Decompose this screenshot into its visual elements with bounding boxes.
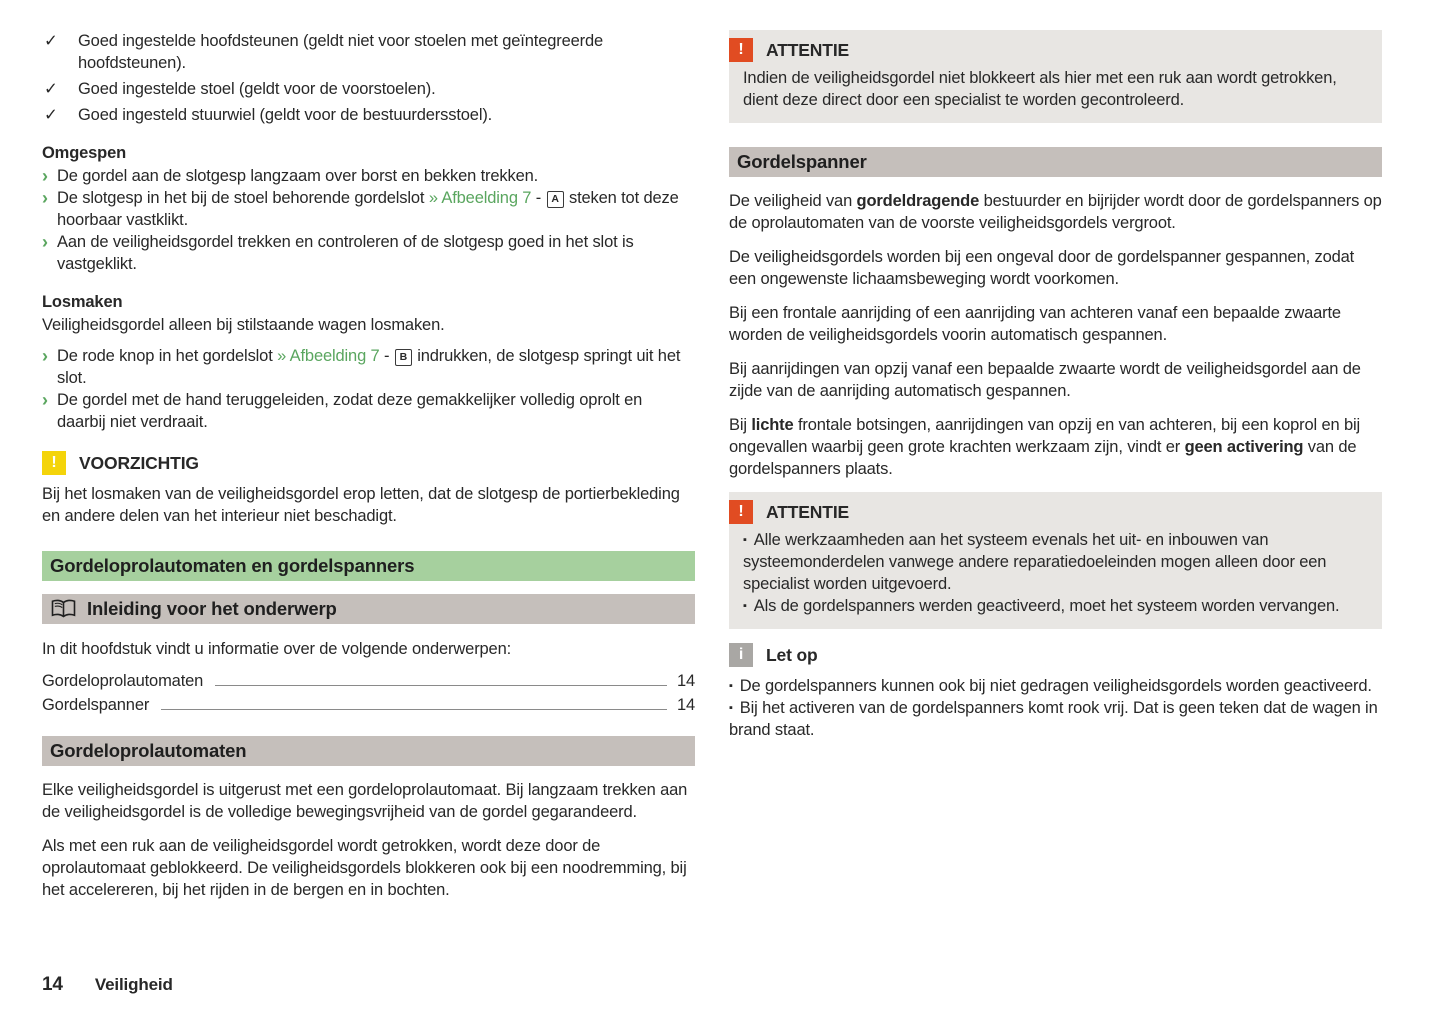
losmaken-intro: Veiligheidsgordel alleen bij stilstaande wagen losmaken.	[42, 316, 445, 334]
cross-reference-link[interactable]: » Afbeelding 7	[428, 189, 532, 207]
letop-items	[729, 675, 1382, 741]
step-arrow-icon: ›	[42, 232, 48, 252]
text-segment: bestuurder en bijrijder wordt door de gordelspanners op de oprolautomaten van de voorste veiligheidsgordels vergroot.	[729, 192, 1382, 232]
bullet-item-text: Bij het activeren van de gordelspanners komt rook vrij. Dat is geen teken dat de wagen in brand staat.	[729, 699, 1378, 739]
gordelspanner-header	[729, 147, 1382, 177]
attention-box	[729, 30, 1382, 123]
toc-leader-line	[215, 685, 667, 686]
instruction-step-text	[57, 345, 695, 389]
instruction-step-text	[57, 165, 695, 187]
checklist-item-text: Goed ingestelde stoel (geldt voor de voorstoelen).	[78, 80, 436, 98]
gordeloprolautomaten-label: Gordeloprolautomaten	[50, 740, 247, 761]
bullet-item	[743, 529, 1368, 595]
toc-entry-page: 14	[676, 672, 695, 690]
text-segment: De rode knop in het gordelslot	[57, 347, 278, 365]
text-segment: geen activering	[1184, 438, 1304, 456]
attention-text: Indien de veiligheidsgordel niet blokkeert als hier met een ruk aan wordt getrokken, dient deze direct door een specialist te worden gecontroleerd.	[743, 69, 1337, 109]
cross-reference-link[interactable]: » Afbeelding 7	[277, 347, 380, 365]
attention-label: ATTENTIE	[766, 502, 850, 522]
boxed-letter-b: B	[395, 349, 412, 366]
book-icon	[50, 599, 77, 619]
text-segment: gordeldragende	[856, 192, 980, 210]
chapter-header	[42, 551, 695, 581]
text-segment: De slotgesp in het bij de stoel behorende gordelslot	[57, 189, 429, 207]
losmaken-steps	[42, 345, 695, 433]
toc-entry-label: Gordeloprolautomaten	[42, 672, 204, 690]
instruction-step	[42, 231, 695, 275]
toc-entry-label: Gordelspanner	[42, 696, 150, 714]
text-segment: steken tot deze hoorbaar vastklikt.	[57, 189, 679, 229]
attention-items	[743, 529, 1368, 617]
boxed-letter-a: A	[547, 191, 564, 208]
step-arrow-icon: ›	[42, 346, 48, 366]
checklist-item	[42, 78, 695, 100]
attention-label: ATTENTIE	[766, 40, 850, 60]
gordeloprolautomaten-header	[42, 736, 695, 766]
attention-header	[738, 38, 1368, 62]
letop-header	[729, 643, 1382, 667]
page-number: 14	[42, 974, 63, 995]
square-bullet-icon: ▪	[729, 702, 733, 714]
toc-intro: In dit hoofdstuk vindt u informatie over de volgende onderwerpen:	[42, 640, 512, 658]
text-segment: Aan de veiligheidsgordel trekken en controleren of de slotgesp goed in het slot is vastgeklikt.	[57, 233, 634, 273]
toc-entry[interactable]	[42, 694, 695, 718]
note-icon: i	[729, 643, 753, 667]
checklist-item	[42, 30, 695, 74]
body-paragraph	[729, 302, 1382, 346]
body-paragraph	[729, 414, 1382, 480]
body-paragraph	[729, 358, 1382, 402]
text-segment: Bij een frontale aanrijding of een aanrijding van achteren vanaf een bepaalde zwaarte worden de veiligheidsgordels voorin automatisch gespannen.	[729, 304, 1341, 344]
toc-leader-line	[161, 709, 667, 710]
instruction-step	[42, 187, 695, 231]
toc-entry-page: 14	[676, 696, 695, 714]
checklist-item-text: Goed ingestelde hoofdsteunen (geldt niet voor stoelen met geïntegreerde hoofdsteunen).	[78, 32, 604, 72]
omgespen-steps	[42, 165, 695, 275]
step-arrow-icon: ›	[42, 188, 48, 208]
toc-entry[interactable]	[42, 670, 695, 694]
attention-header	[738, 500, 1368, 524]
bullet-item-text: Als de gordelspanners werden geactiveerd, moet het systeem worden vervangen.	[753, 597, 1340, 615]
voorzichtig-header	[42, 451, 695, 475]
text-segment: frontale botsingen, aanrijdingen van opzij en van achteren, bij een koprol en bij ongevallen waarbij geen grote krachten werkzaam zijn, vindt er	[729, 416, 1361, 456]
text-segment: Bij	[729, 416, 752, 434]
checklist	[42, 30, 695, 126]
bullet-item	[729, 697, 1382, 741]
losmaken-heading: Losmaken	[42, 293, 123, 311]
text-segment: De veiligheid van	[729, 192, 857, 210]
checklist-item-text: Goed ingesteld stuurwiel (geldt voor de bestuurdersstoel).	[78, 106, 493, 124]
body-paragraph	[729, 190, 1382, 234]
bullet-item-text: Alle werkzaamheden aan het systeem evenals het uit- en inbouwen van systeemonderdelen vanwege andere reparatiedoeleinden mogen alleen door een specialist worden uitgevoerd.	[743, 531, 1327, 593]
text-segment: lichte	[751, 416, 794, 434]
left-column	[42, 30, 695, 913]
right-column	[729, 30, 1382, 741]
text-segment: Bij aanrijdingen van opzij vanaf een bepaalde zwaarte wordt de veiligheidsgordel aan de zijde van de aanrijding automatisch gespannen.	[729, 360, 1361, 400]
text-segment: De gordel aan de slotgesp langzaam over borst en bekken trekken.	[57, 167, 539, 185]
page-footer	[42, 974, 173, 996]
step-arrow-icon: ›	[42, 390, 48, 410]
body-paragraph: Elke veiligheidsgordel is uitgerust met een gordeloprolautomaat. Bij langzaam trekken aan de veiligheidsgordel is de volledige bewegingsvrijheid van de gordel gegarandeerd.	[42, 781, 688, 821]
attention-box	[729, 492, 1382, 629]
intro-section-header	[42, 594, 695, 624]
bullet-item	[729, 675, 1382, 697]
instruction-step	[42, 345, 695, 389]
voorzichtig-label: VOORZICHTIG	[79, 453, 199, 473]
bullet-item	[743, 595, 1368, 617]
square-bullet-icon: ▪	[743, 600, 747, 612]
text-segment: van de gordelspanners plaats.	[729, 438, 1357, 478]
check-icon: ✓	[44, 80, 58, 98]
bullet-item-text: De gordelspanners kunnen ook bij niet gedragen veiligheidsgordels worden geactiveerd.	[739, 677, 1372, 695]
omgespen-heading: Omgespen	[42, 144, 127, 162]
instruction-step-text	[57, 187, 695, 231]
body-paragraph: Als met een ruk aan de veiligheidsgordel wordt getrokken, wordt deze door de oprolautomaat geblokkeerd. De veiligheidsgordels blokkeren ook bij een noodremming, bij het accelereren, bij het rijden in de bergen en in bochten.	[42, 837, 687, 899]
text-segment: -	[379, 347, 394, 365]
footer-section-title: Veiligheid	[94, 975, 173, 994]
text-segment: -	[531, 189, 546, 207]
chapter-header-label: Gordeloprolautomaten en gordelspanners	[50, 555, 415, 576]
text-segment: indrukken, de slotgesp springt uit het slot.	[57, 347, 681, 387]
toc	[42, 670, 695, 718]
body-paragraph	[729, 246, 1382, 290]
attention-icon: !	[729, 38, 753, 62]
text-segment: De veiligheidsgordels worden bij een ongeval door de gordelspanner gespannen, zodat een ongewenste lichaamsbeweging wordt voorkomen.	[729, 248, 1355, 288]
step-arrow-icon: ›	[42, 166, 48, 186]
square-bullet-icon: ▪	[743, 534, 747, 546]
instruction-step	[42, 389, 695, 433]
gordelspanner-paragraphs	[729, 190, 1382, 480]
checklist-item	[42, 104, 695, 126]
instruction-step-text	[57, 231, 695, 275]
check-icon: ✓	[44, 106, 58, 124]
square-bullet-icon: ▪	[729, 680, 733, 692]
letop-label: Let op	[766, 645, 818, 665]
voorzichtig-text: Bij het losmaken van de veiligheidsgordel erop letten, dat de slotgesp de portierbekleding en andere delen van het interieur niet beschadigt.	[42, 485, 680, 525]
intro-section-label: Inleiding voor het onderwerp	[87, 598, 337, 619]
instruction-step	[42, 165, 695, 187]
text-segment: De gordel met de hand teruggeleiden, zodat deze gemakkelijker volledig oprolt en daarbij niet verdraait.	[57, 391, 643, 431]
instruction-step-text	[57, 389, 695, 433]
caution-icon: !	[42, 451, 66, 475]
check-icon: ✓	[44, 32, 58, 50]
attention-icon: !	[729, 500, 753, 524]
gordelspanner-label: Gordelspanner	[737, 151, 867, 172]
